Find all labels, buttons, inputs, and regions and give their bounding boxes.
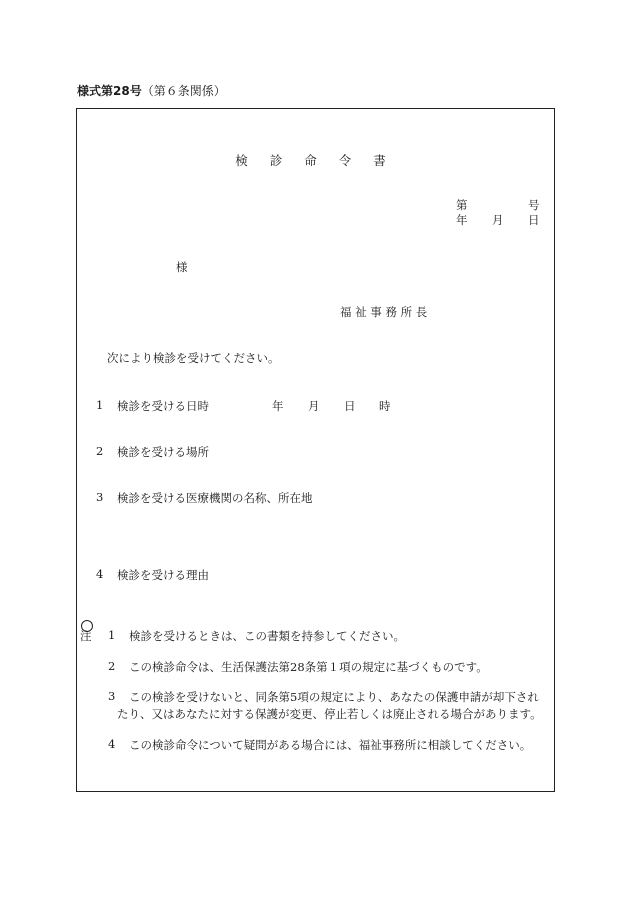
- item-number: 2: [96, 444, 104, 458]
- issuer: 福 祉 事 務 所 長: [340, 305, 428, 319]
- note-number: 2: [108, 659, 116, 673]
- note-number: 1: [108, 628, 116, 642]
- item-number: 1: [96, 398, 104, 412]
- note-text-line2: たり、又はあなたに対する保護が変更、停止若しくは廃止される場合があります。: [117, 707, 542, 721]
- intro-text: 次により検診を受けてください。: [107, 351, 280, 365]
- time-field-year: 年: [272, 399, 284, 413]
- date-year: 年: [456, 213, 468, 227]
- date-day: 日: [528, 213, 540, 227]
- note-text: この検診命令について疑問がある場合には、福祉事務所に相談してください。: [129, 738, 532, 752]
- notes-label: 注: [80, 629, 92, 643]
- item-label: 検診を受ける日時: [117, 399, 209, 413]
- note-number: 4: [108, 737, 116, 751]
- time-field-month: 月: [308, 399, 320, 413]
- form-label: [77, 82, 226, 99]
- document-title: 検 診 命 令 書: [235, 153, 395, 168]
- form-number: 様式第28号: [77, 84, 142, 98]
- note-text-line1: この検診を受けないと、同条第5項の規定により、あなたの保護申請が却下され: [129, 690, 539, 704]
- time-field-hour: 時: [379, 399, 391, 413]
- item-number: 3: [96, 490, 104, 504]
- item-label: 検診を受ける医療機関の名称、所在地: [117, 491, 313, 505]
- time-field-day: 日: [344, 399, 356, 413]
- form-relation: （第６条関係）: [141, 84, 226, 98]
- addressee-suffix: 様: [176, 260, 188, 274]
- date-month: 月: [492, 213, 504, 227]
- note-text: 検診を受けるときは、この書類を持参してください。: [129, 629, 405, 643]
- note-text: この検診命令は、生活保護法第28条第１項の規定に基づくものです。: [129, 660, 488, 674]
- number-suffix: 号: [528, 198, 540, 212]
- item-number: 4: [96, 567, 104, 581]
- item-label: 検診を受ける理由: [117, 568, 209, 582]
- number-prefix: 第: [456, 198, 468, 212]
- note-number: 3: [108, 689, 116, 703]
- item-label: 検診を受ける場所: [117, 445, 209, 459]
